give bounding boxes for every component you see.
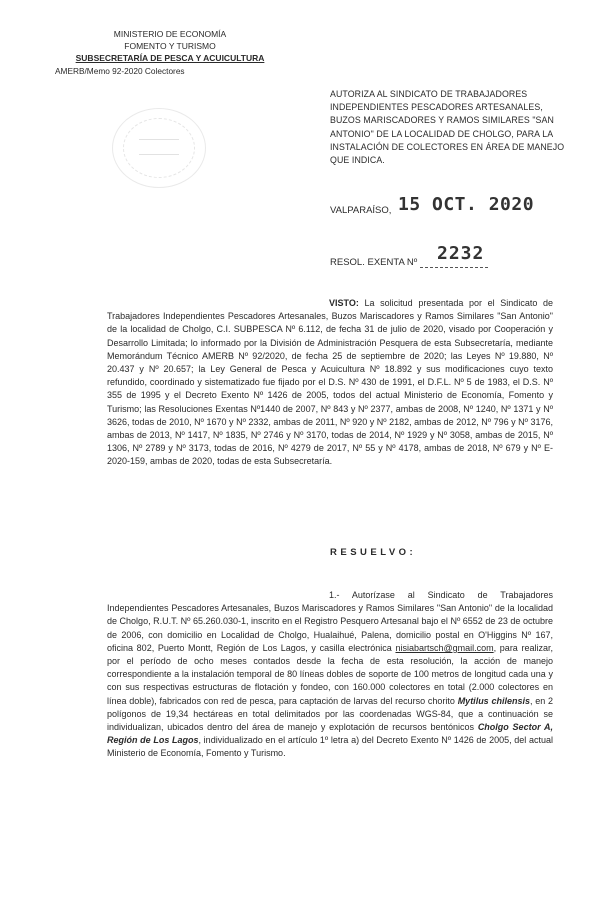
species-name: Mytilus chilensis <box>457 695 530 706</box>
resuelvo-heading: RESUELVO: <box>330 547 417 558</box>
visto-paragraph <box>107 297 553 469</box>
undersecretariat-name: SUBSECRETARÍA DE PESCA Y ACUICULTURA <box>75 53 265 63</box>
contact-email-link[interactable]: nisiabartsch@gmail.com <box>395 642 494 653</box>
seal-center-mark <box>139 139 179 155</box>
reference-code: AMERB/Memo 92-2020 Colectores <box>55 66 185 76</box>
ministry-subname: FOMENTO Y TURISMO <box>124 41 216 51</box>
article-1-text-d: , individualizado en el artículo 1º letra a) del Decreto Exento Nº 1426 de 2005, del actual Ministerio de Economía, Fomento y Turismo. <box>107 735 553 759</box>
faded-seal-stamp <box>112 108 206 188</box>
resolution-label: RESOL. EXENTA Nº <box>330 257 418 268</box>
resolution-subject: AUTORIZA AL SINDICATO DE TRABAJADORES INDEPENDIENTES PESCADORES ARTESANALES, BUZOS MARISCADORES Y RAMOS SIMILARES "SAN ANTONIO" DE LA LOCALIDAD DE CHOLGO, PARA LA INSTALACIÓN DE COLECTORES EN ÁREA DE MANEJO QUE INDICA. <box>330 89 565 166</box>
date-stamp: 15 OCT. 2020 <box>398 194 535 215</box>
article-1-number: 1.- <box>329 590 340 600</box>
article-1-text-a: Autorízase al Sindicato de Trabajadores Independientes Pescadores Artesanales, Buzos Mariscadores y Ramos Similares "San Antonio" de la localidad de Cholgo, R.U.T. Nº 65.260.030-1, inscrito en el Registro Pesquero Artesanal bajo el Nº 6552 de 23 de octubre de 2006, con domicilio en Localidad de Cholgo, Hualaihué, Palena, domicilio postal en O'Higgins Nº 167, oficina 802, Puerto Montt, Región de Los Lagos, y casilla electrónica <box>107 590 553 653</box>
letterhead <box>55 28 285 77</box>
article-1-text-c: , en 2 polígonos de 19,34 hectáreas en total delimitados por las coordenadas WGS-84, que a continuación se individualizan, ubicados dentro del área de manejo y explotación de recursos bentónicos <box>107 695 553 733</box>
article-1-text-b: , para realizar, por el período de ocho meses contados desde la fecha de esta resolución, la acción de manejo correspondiente a la instalación temporal de 80 líneas dobles de soporte de 100 metros de longitud cada una y con sus respectivas estructuras de flotación y fondeo, con 160.000 colectores en total (2.000 colectores en línea doble), fabricados con red de pesca, para captación de larvas del recurso chorito <box>107 642 553 706</box>
visto-label: VISTO: <box>329 298 359 308</box>
article-1-paragraph <box>107 589 553 761</box>
sector-name: Cholgo Sector A, Región de Los Lagos <box>107 722 553 746</box>
ministry-name: MINISTERIO DE ECONOMÍA <box>113 29 227 39</box>
place-label: VALPARAÍSO, <box>330 205 392 216</box>
resolution-number: 2232 <box>437 243 485 264</box>
resolution-number-line <box>420 267 488 268</box>
visto-text: La solicitud presentada por el Sindicato de Trabajadores Independientes Pescadores Artesanales, Buzos Mariscadores y Ramos Similares "San Antonio" de la localidad de Cholgo, C.I. SUBPESCA Nº 6.112, de fecha 31 de julio de 2020, visado por Cooperación y Desarrollo Limitada; lo informado por la División de Administración Pesquera de esta Subsecretaría, mediante Memorándum Técnico AMERB Nº 92/2020, de fecha 25 de septiembre de 2020; las Leyes Nº 19.880, Nº 20.437 y Nº 20.657; la Ley General de Pesca y Acuicultura Nº 18.892 y sus modificaciones cuyo texto refundido, coordinado y sistematizado fue fijado por el D.S. Nº 430 de 1991, el D.F.L. Nº 5 de 1983, el D.S. Nº 355 de 1995 y el Decreto Exento Nº 1426 de 2005, todos del actual Ministerio de Economía, Fomento y Turismo; las Resoluciones Exentas Nº1440 de 2007, Nº 843 y Nº 2377, ambas de 2008, Nº 1240, Nº 1371 y Nº 3626, todas de 2010, Nº 1670 y Nº 2332, ambas de 2011, Nº 920 y Nº 2182, ambas de 2012, Nº 796 y Nº 3176, ambas de 2013, Nº 1417, Nº 1835, Nº 2746 y Nº 3170, todas de 2014, Nº 1929 y Nº 3058, ambas de 2015, Nº 1306, Nº 2789 y Nº 3173, todas de 2016, Nº 4279 de 2017, Nº 55 y Nº 4178, ambas de 2018, Nº 679 y Nº E-2020-159, ambas de 2020, todas de esta Subsecretaría. <box>107 298 553 467</box>
